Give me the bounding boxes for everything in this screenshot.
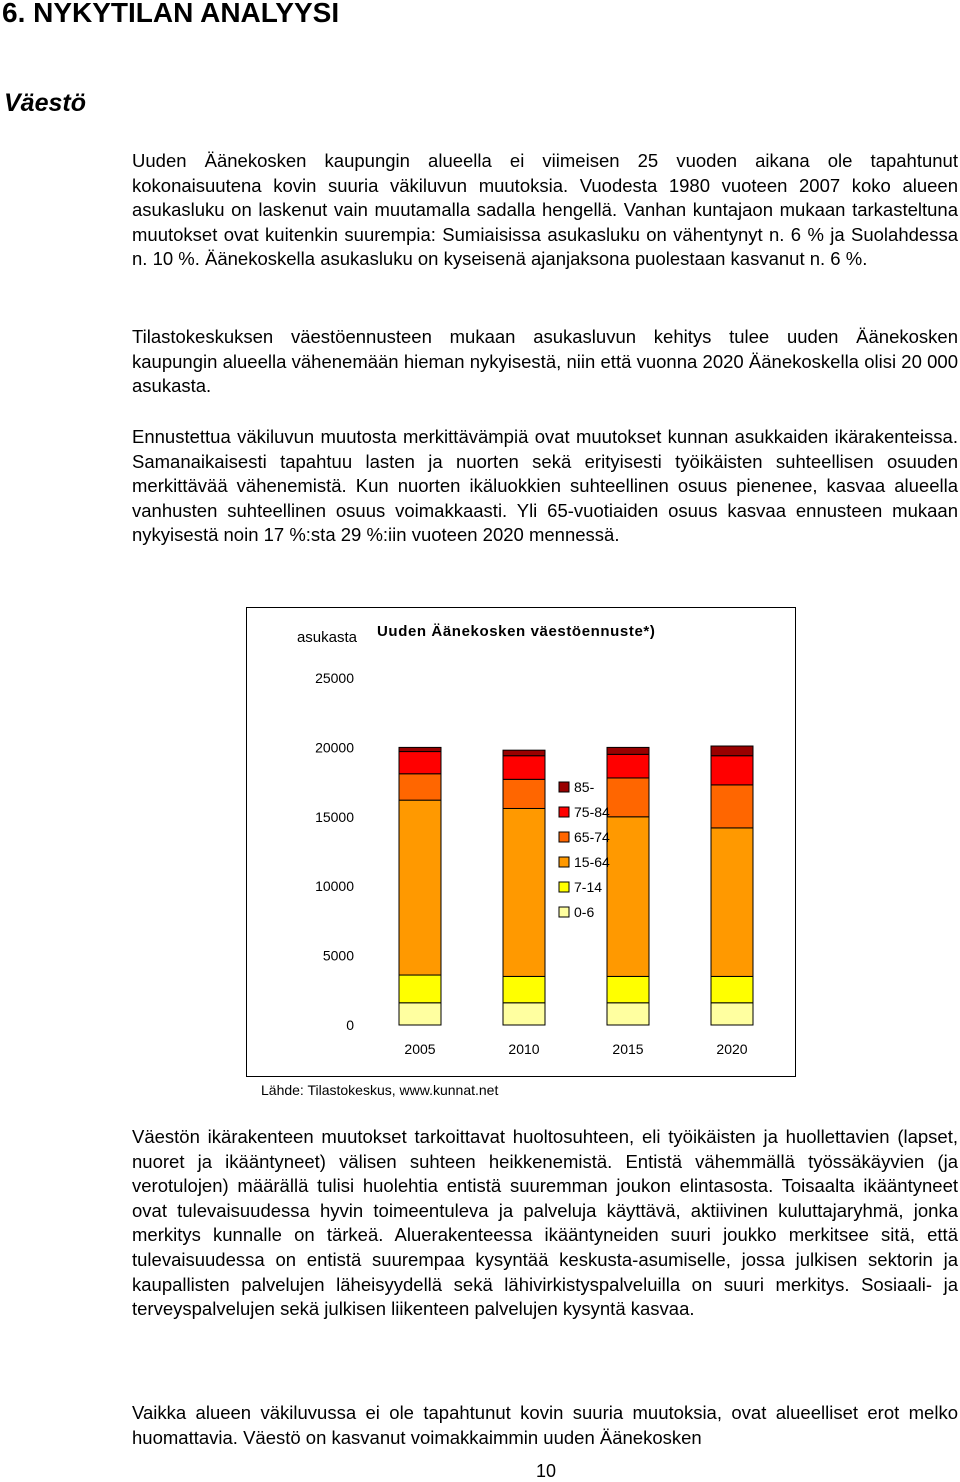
page-number: 10 — [535, 1461, 557, 1481]
bar-segment-0-6 — [503, 1003, 545, 1025]
bar-segment-85- — [399, 747, 441, 751]
bar-segment-65-74 — [607, 778, 649, 817]
y-tick-label: 5000 — [322, 947, 354, 964]
x-tick-label: 2005 — [404, 1041, 436, 1057]
paragraph-2: Tilastokeskuksen väestöennusteen mukaan asukasluvun kehitys tulee uuden Äänekosken kaupungin alueella vähenemään hieman nykyisestä, niin että vuonna 2020 Äänekoskella olisi 20 000 asukasta. — [132, 326, 958, 397]
y-tick-label: 0 — [346, 1017, 354, 1033]
bar-segment-0-6 — [711, 1003, 753, 1025]
bar-segment-85- — [711, 746, 753, 756]
y-axis-label: asukasta — [296, 629, 358, 646]
bar-segment-75-84 — [711, 756, 753, 785]
bar-segment-85- — [607, 747, 649, 754]
paragraph-1: Uuden Äänekosken kaupungin alueella ei viimeisen 25 vuoden aikana ole tapahtunut kokonaisuutena kovin suuria väkiluvun muutoksia. Vuodesta 1980 vuoteen 2007 koko alueen asukasluku on laskenut vain muutamalla sadalla hengellä. Vanhan kuntajaon mukaan tarkasteltuna muutokset ovat kuitenkin suurempia: Sumiaisissa asukasluku on vähentynyt n. 6 % ja Suolahdessa n. 10 %. Äänekoskella asukasluku on kyseisenä ajanjaksona puolestaan kasvanut n. 6 %. — [132, 150, 958, 270]
legend-swatch-15-64 — [559, 857, 569, 867]
chart-title: Uuden Äänekosken väestöennuste*) — [377, 623, 656, 640]
bar-segment-65-74 — [503, 779, 545, 808]
legend-swatch-85- — [559, 782, 569, 792]
bar-segment-85- — [503, 750, 545, 756]
legend-label: 65-74 — [574, 829, 610, 845]
bar-segment-75-84 — [399, 752, 441, 774]
bar-segment-65-74 — [711, 785, 753, 828]
legend-label: 7-14 — [574, 879, 603, 895]
legend-label: 85- — [574, 779, 595, 795]
paragraph-3: Ennustettua väkiluvun muutosta merkittävämpiä ovat muutokset kunnan asukkaiden ikärakenteissa. Samanaikaisesti tapahtuu lasten ja nuorten sekä erityisesti työikäisten suhteellisen osuuden merkittävää vähenemistä. Kun nuorten ikäluokkien suhteellinen osuus pienenee, kasvaa alueella vanhusten suhteellinen osuus voimakkaasti. Yli 65-vuotiaiden osuus kasvaa ennusteen mukaan nykyisestä noin 17 %:sta 29 %:iin vuoteen 2020 mennessä. — [132, 426, 958, 546]
legend-swatch-65-74 — [559, 832, 569, 842]
section-heading: 6. NYKYTILAN ANALYYSI — [2, 0, 340, 28]
y-tick-label: 15000 — [315, 808, 354, 825]
bar-segment-15-64 — [711, 828, 753, 977]
y-tick-label: 25000 — [315, 670, 354, 686]
legend-swatch-7-14 — [559, 882, 569, 892]
y-tick-label: 10000 — [315, 878, 354, 895]
bar-segment-15-64 — [607, 817, 649, 977]
paragraph-4: Väestön ikärakenteen muutokset tarkoittavat huoltosuhteen, eli työikäisten ja huollettavien (lapset, nuoret ja ikääntyneet) välisen suhteen heikkenemistä. Entistä vähemmällä työssäkäyvien (ja verotulojen) määrällä tulisi huolehtia entistä suuremman joukon elintasosta. Toisaalta ikääntyneet ovat tulevaisuudessa hyvin toimeentuleva ja palveluja käyttävä, aktiivinen kuluttajaryhmä, jonka merkitys kunnalle on tärkeä. Aluerakenteessa ikääntyneiden suuri joukko merkitsee sitä, että tulevaisuudessa on entistä suurempaa kysyntää keskusta-asumiselle, jossa julkisen sektorin ja kaupallisten palvelujen läheisyydellä sekä lähivirkistyspalveluilla on suuri merkitys. Sosiaali- ja terveyspalvelujen sekä julkisen liikenteen palvelujen kysyntä kasvaa. — [132, 1126, 958, 1320]
legend-swatch-75-84 — [559, 807, 569, 817]
bar-segment-7-14 — [711, 976, 753, 1002]
subsection-heading: Väestö — [4, 89, 86, 117]
bar-segment-7-14 — [607, 976, 649, 1002]
legend-label: 15-64 — [574, 854, 610, 870]
x-tick-label: 2015 — [612, 1041, 644, 1057]
bar-segment-75-84 — [607, 754, 649, 778]
bar-segment-0-6 — [399, 1003, 441, 1025]
bar-segment-75-84 — [503, 756, 545, 780]
chart-source: Lähde: Tilastokeskus, www.kunnat.net — [261, 1082, 499, 1098]
bar-segment-7-14 — [399, 975, 441, 1003]
population-chart — [246, 607, 796, 1077]
legend-label: 75-84 — [574, 804, 610, 820]
x-tick-label: 2010 — [508, 1041, 540, 1057]
x-tick-label: 2020 — [716, 1041, 748, 1057]
bar-segment-7-14 — [503, 976, 545, 1002]
chart-svg — [247, 608, 795, 1076]
bar-segment-15-64 — [399, 800, 441, 975]
paragraph-5: Vaikka alueen väkiluvussa ei ole tapahtunut kovin suuria muutoksia, ovat alueelliset erot melko huomattavia. Väestö on kasvanut voimakkaimmin uuden Äänekosken — [132, 1402, 958, 1448]
y-tick-label: 20000 — [315, 739, 354, 756]
bar-segment-65-74 — [399, 774, 441, 800]
bar-segment-0-6 — [607, 1003, 649, 1025]
legend-label: 0-6 — [574, 904, 595, 920]
bar-segment-15-64 — [503, 808, 545, 976]
legend-swatch-0-6 — [559, 907, 569, 917]
